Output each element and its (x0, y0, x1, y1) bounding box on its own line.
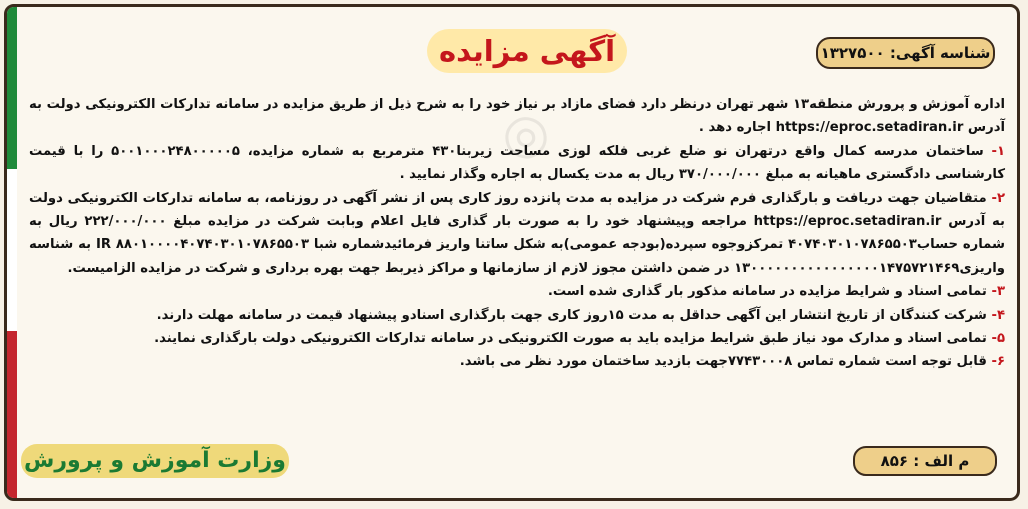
footer-code-badge: م الف : ۸۵۶ (853, 446, 997, 476)
item-text: شرکت کنندگان از تاریخ انتشار این آگهی حداقل به مدت ۱۵روز کاری جهت بارگذاری اسنادو پیشنهاد قیمت در سامانه مهلت دارند. (156, 307, 987, 323)
item-number: ۴- (991, 307, 1005, 323)
watermark: ◎ (496, 98, 554, 169)
item-text: ساختمان مدرسه کمال واقع درتهران نو ضلع غربی فلکه لوزی مساحت زیربنا۴۳۰ مترمربع به شماره مزایده، ۵۰۰۱۰۰۰۲۴۸۰۰۰۰۰۵ را با قیمت کارشناسی دادگستری ماهیانه به مبلغ ۳۷۰/۰۰۰/۰۰۰ ریال به مدت یکسال به اجاره وگذار نمایید . (29, 143, 1005, 183)
notice-title: آگهی مزایده (427, 29, 627, 73)
intro-paragraph: اداره آموزش و پرورش منطقه۱۳ شهر تهران درنظر دارد فضای مازاد بر نیاز خود را به شرح ذیل از طریق مزایده در سامانه تدارکات الکترونیکی دولت به آدرس https://eproc.setadiran.ir اجاره دهد . (29, 97, 1006, 136)
item-number: ۵- (991, 331, 1005, 347)
list-item (29, 187, 1005, 281)
item-number: ۶- (991, 354, 1005, 370)
item-text: تمامی اسناد و شرایط مزایده در سامانه مذکور بار گذاری شده است. (547, 284, 987, 300)
item-number: ۳- (991, 284, 1005, 300)
item-number: ۲- (991, 190, 1006, 206)
item-number: ۱- (991, 143, 1005, 159)
list-item (29, 140, 1005, 187)
list-item (29, 350, 1005, 373)
list-item (29, 327, 1005, 350)
item-text: قابل توجه است شماره تماس ۷۷۴۳۰۰۰۸جهت بازدید ساختمان مورد نظر می باشد. (459, 354, 987, 370)
list-item (29, 304, 1005, 327)
flag-stripe (7, 7, 17, 498)
ministry-logo-text: وزارت آموزش و پرورش (21, 444, 289, 478)
notice-body (29, 93, 1005, 374)
item-text: تمامی اسناد و مدارک مود نیاز طبق شرایط مزایده باید به صورت الکترونیکی در سامانه تدارکات الکترونیکی دولت بارگذاری نمایند. (154, 331, 987, 347)
list-item (29, 280, 1005, 303)
notice-frame (4, 4, 1020, 501)
ad-id-badge: شناسه آگهی: ۱۳۲۷۵۰۰ (816, 37, 995, 69)
item-text: متقاضیان جهت دریافت و بارگذاری فرم شرکت در مزایده به مدت پانزده روز کاری پس از نشر آگهی در روزنامه، به سامانه تدارکات الکترونیکی دولت به آدرس https://eproc.setadiran.ir مراجعه وپیشنهاد خود را به صورت بار گذاری فایل اعلام وبابت شرکت در مزایده مبلغ ۲۲۲/۰۰۰/۰۰۰ ریال به شماره حساب۴۰۷۴۰۳۰۱۰۷۸۶۵۵۰۳ تمرکزوجوه سپرده(بودجه عمومی)به شکل ساتنا واریز فرمائیدشماره شبا IR ۸۸۰۱۰۰۰۰۴۰۷۴۰۳۰۱۰۷۸۶۵۵۰۳ به شناسه واریزی۱۳۰۰۰۰۰۰۰۰۰۰۰۰۰۰۰۰۱۴۷۵۷۲۱۴۶۹ در ضمن داشتن مجوز لازم از سازمانها و مراکز ذیربط جهت بهره برداری و شرکت در مزایده الزامیست. (29, 190, 1005, 276)
